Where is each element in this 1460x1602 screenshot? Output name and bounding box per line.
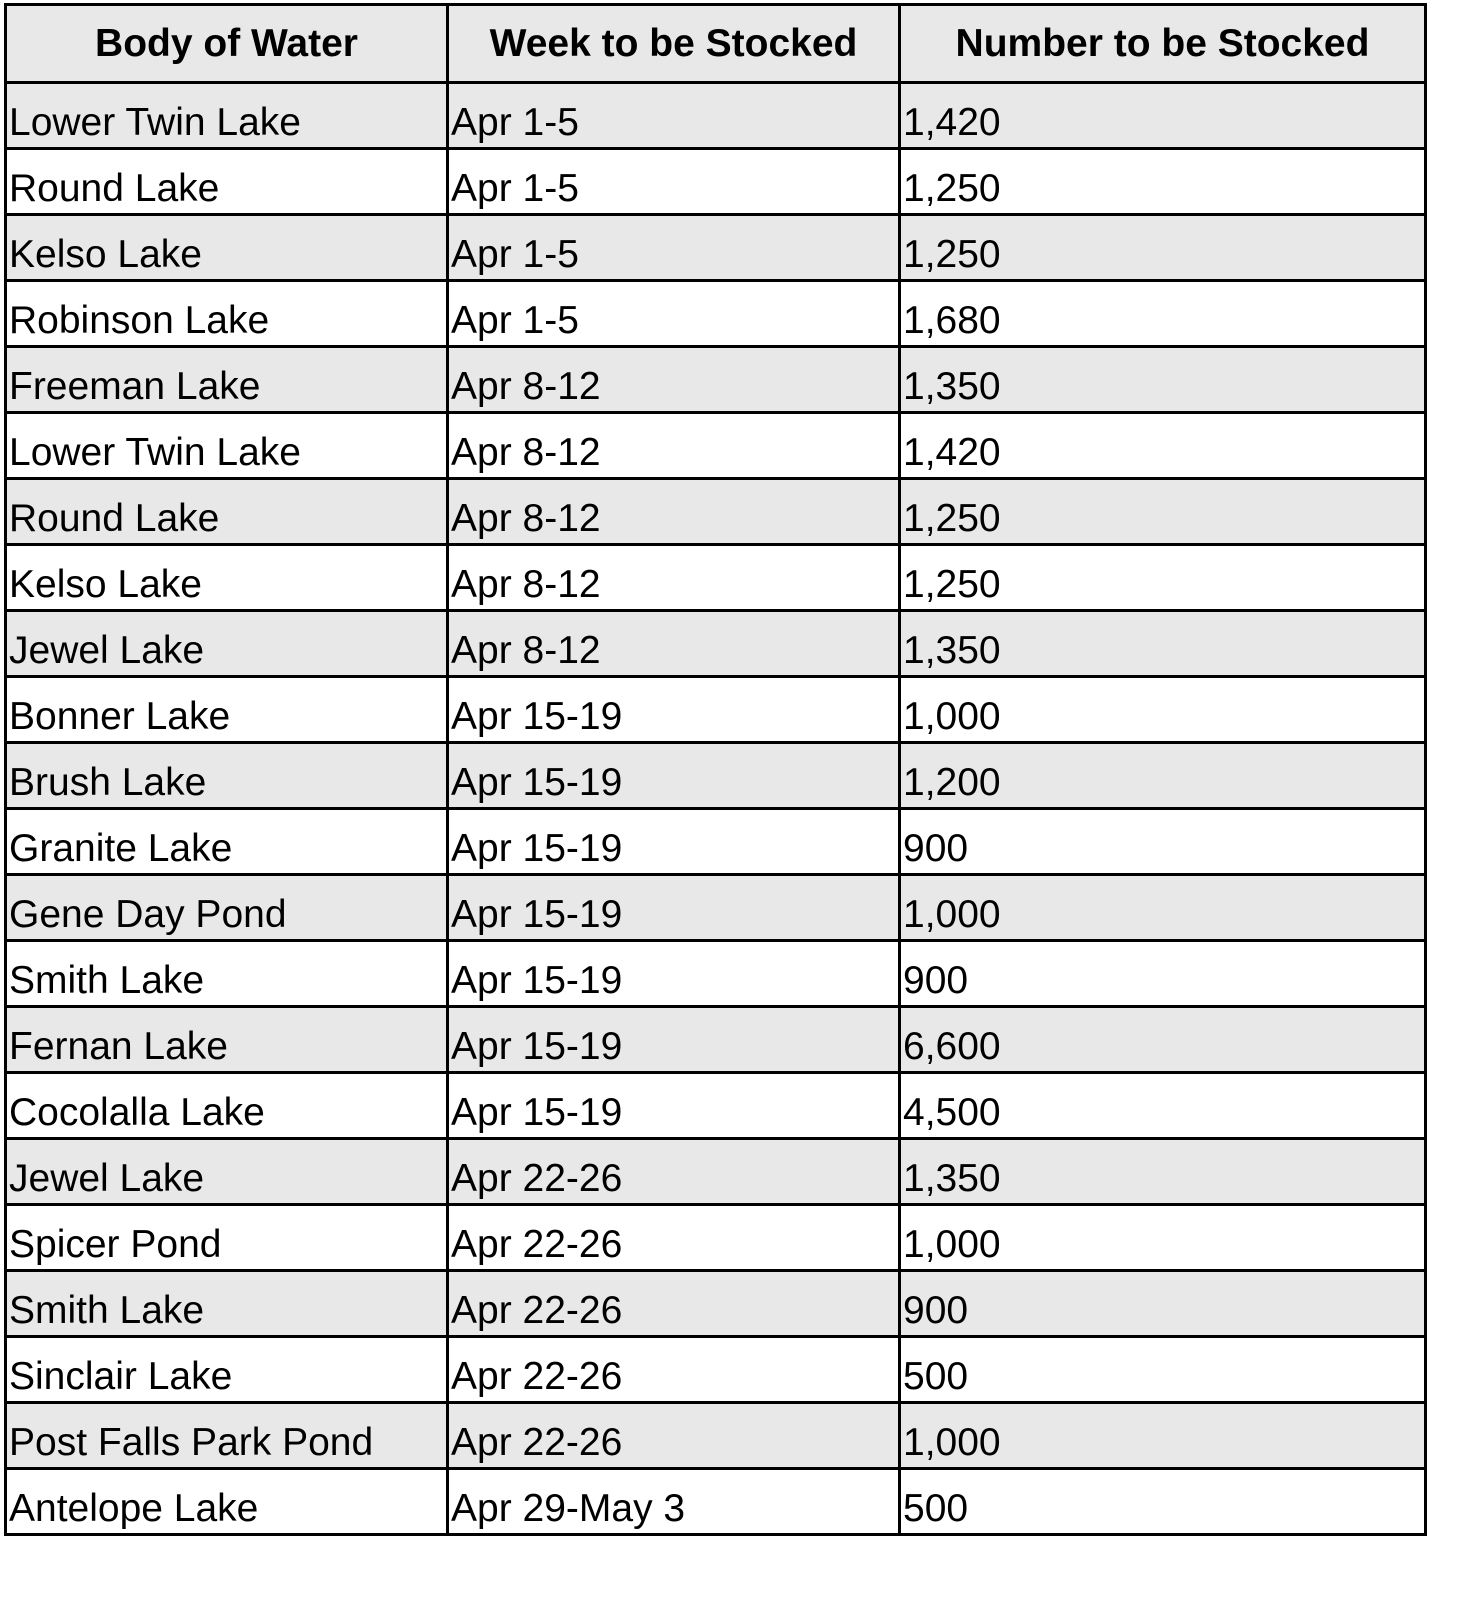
cell-body-of-water: Spicer Pond bbox=[6, 1205, 448, 1271]
cell-week: Apr 15-19 bbox=[448, 1007, 900, 1073]
table-row bbox=[6, 1139, 1426, 1205]
cell-week: Apr 22-26 bbox=[448, 1271, 900, 1337]
cell-week: Apr 22-26 bbox=[448, 1337, 900, 1403]
cell-week: Apr 1-5 bbox=[448, 83, 900, 149]
table-row bbox=[6, 677, 1426, 743]
header-body-of-water: Body of Water bbox=[6, 5, 448, 83]
table-row bbox=[6, 1469, 1426, 1535]
cell-number-stocked: 1,680 bbox=[900, 281, 1426, 347]
cell-number-stocked: 1,250 bbox=[900, 479, 1426, 545]
header-row bbox=[6, 5, 1426, 83]
cell-week: Apr 22-26 bbox=[448, 1205, 900, 1271]
cell-week: Apr 8-12 bbox=[448, 611, 900, 677]
table-row bbox=[6, 743, 1426, 809]
table-row bbox=[6, 545, 1426, 611]
table-row bbox=[6, 281, 1426, 347]
cell-body-of-water: Granite Lake bbox=[6, 809, 448, 875]
cell-body-of-water: Lower Twin Lake bbox=[6, 83, 448, 149]
cell-number-stocked: 1,250 bbox=[900, 545, 1426, 611]
cell-number-stocked: 1,000 bbox=[900, 875, 1426, 941]
cell-body-of-water: Kelso Lake bbox=[6, 545, 448, 611]
cell-body-of-water: Bonner Lake bbox=[6, 677, 448, 743]
cell-number-stocked: 1,350 bbox=[900, 1139, 1426, 1205]
cell-number-stocked: 500 bbox=[900, 1469, 1426, 1535]
header-week-to-be-stocked: Week to be Stocked bbox=[448, 5, 900, 83]
cell-number-stocked: 1,350 bbox=[900, 611, 1426, 677]
table-row bbox=[6, 809, 1426, 875]
table-row bbox=[6, 1205, 1426, 1271]
cell-week: Apr 1-5 bbox=[448, 281, 900, 347]
cell-body-of-water: Round Lake bbox=[6, 479, 448, 545]
table-row bbox=[6, 1073, 1426, 1139]
table-row bbox=[6, 215, 1426, 281]
table-row bbox=[6, 83, 1426, 149]
cell-number-stocked: 1,420 bbox=[900, 83, 1426, 149]
cell-week: Apr 8-12 bbox=[448, 347, 900, 413]
cell-body-of-water: Smith Lake bbox=[6, 941, 448, 1007]
cell-week: Apr 15-19 bbox=[448, 1073, 900, 1139]
table-row bbox=[6, 149, 1426, 215]
cell-number-stocked: 1,420 bbox=[900, 413, 1426, 479]
cell-number-stocked: 1,350 bbox=[900, 347, 1426, 413]
header-number-to-be-stocked: Number to be Stocked bbox=[900, 5, 1426, 83]
cell-week: Apr 15-19 bbox=[448, 677, 900, 743]
cell-number-stocked: 1,000 bbox=[900, 1403, 1426, 1469]
cell-number-stocked: 1,250 bbox=[900, 149, 1426, 215]
cell-week: Apr 15-19 bbox=[448, 875, 900, 941]
stocking-schedule-table bbox=[4, 3, 1427, 1536]
table-row bbox=[6, 413, 1426, 479]
cell-week: Apr 22-26 bbox=[448, 1403, 900, 1469]
cell-week: Apr 29-May 3 bbox=[448, 1469, 900, 1535]
cell-week: Apr 8-12 bbox=[448, 479, 900, 545]
cell-week: Apr 22-26 bbox=[448, 1139, 900, 1205]
table-row bbox=[6, 941, 1426, 1007]
table-row bbox=[6, 611, 1426, 677]
table-header bbox=[6, 5, 1426, 83]
table-row bbox=[6, 1007, 1426, 1073]
cell-number-stocked: 1,200 bbox=[900, 743, 1426, 809]
table-row bbox=[6, 479, 1426, 545]
table-row bbox=[6, 347, 1426, 413]
cell-week: Apr 15-19 bbox=[448, 743, 900, 809]
cell-body-of-water: Sinclair Lake bbox=[6, 1337, 448, 1403]
cell-number-stocked: 1,250 bbox=[900, 215, 1426, 281]
cell-body-of-water: Brush Lake bbox=[6, 743, 448, 809]
cell-week: Apr 1-5 bbox=[448, 215, 900, 281]
cell-number-stocked: 4,500 bbox=[900, 1073, 1426, 1139]
cell-number-stocked: 900 bbox=[900, 941, 1426, 1007]
cell-body-of-water: Round Lake bbox=[6, 149, 448, 215]
cell-number-stocked: 6,600 bbox=[900, 1007, 1426, 1073]
cell-number-stocked: 1,000 bbox=[900, 1205, 1426, 1271]
cell-body-of-water: Post Falls Park Pond bbox=[6, 1403, 448, 1469]
cell-week: Apr 15-19 bbox=[448, 809, 900, 875]
cell-body-of-water: Antelope Lake bbox=[6, 1469, 448, 1535]
cell-body-of-water: Jewel Lake bbox=[6, 611, 448, 677]
table-body bbox=[6, 83, 1426, 1535]
cell-body-of-water: Robinson Lake bbox=[6, 281, 448, 347]
cell-body-of-water: Gene Day Pond bbox=[6, 875, 448, 941]
cell-body-of-water: Kelso Lake bbox=[6, 215, 448, 281]
cell-body-of-water: Jewel Lake bbox=[6, 1139, 448, 1205]
cell-week: Apr 1-5 bbox=[448, 149, 900, 215]
cell-number-stocked: 900 bbox=[900, 1271, 1426, 1337]
cell-number-stocked: 500 bbox=[900, 1337, 1426, 1403]
cell-body-of-water: Freeman Lake bbox=[6, 347, 448, 413]
table-row bbox=[6, 1403, 1426, 1469]
table-row bbox=[6, 875, 1426, 941]
cell-week: Apr 8-12 bbox=[448, 413, 900, 479]
cell-body-of-water: Fernan Lake bbox=[6, 1007, 448, 1073]
cell-week: Apr 15-19 bbox=[448, 941, 900, 1007]
cell-body-of-water: Lower Twin Lake bbox=[6, 413, 448, 479]
cell-number-stocked: 900 bbox=[900, 809, 1426, 875]
table-row bbox=[6, 1271, 1426, 1337]
cell-week: Apr 8-12 bbox=[448, 545, 900, 611]
table-row bbox=[6, 1337, 1426, 1403]
cell-body-of-water: Cocolalla Lake bbox=[6, 1073, 448, 1139]
cell-number-stocked: 1,000 bbox=[900, 677, 1426, 743]
cell-body-of-water: Smith Lake bbox=[6, 1271, 448, 1337]
